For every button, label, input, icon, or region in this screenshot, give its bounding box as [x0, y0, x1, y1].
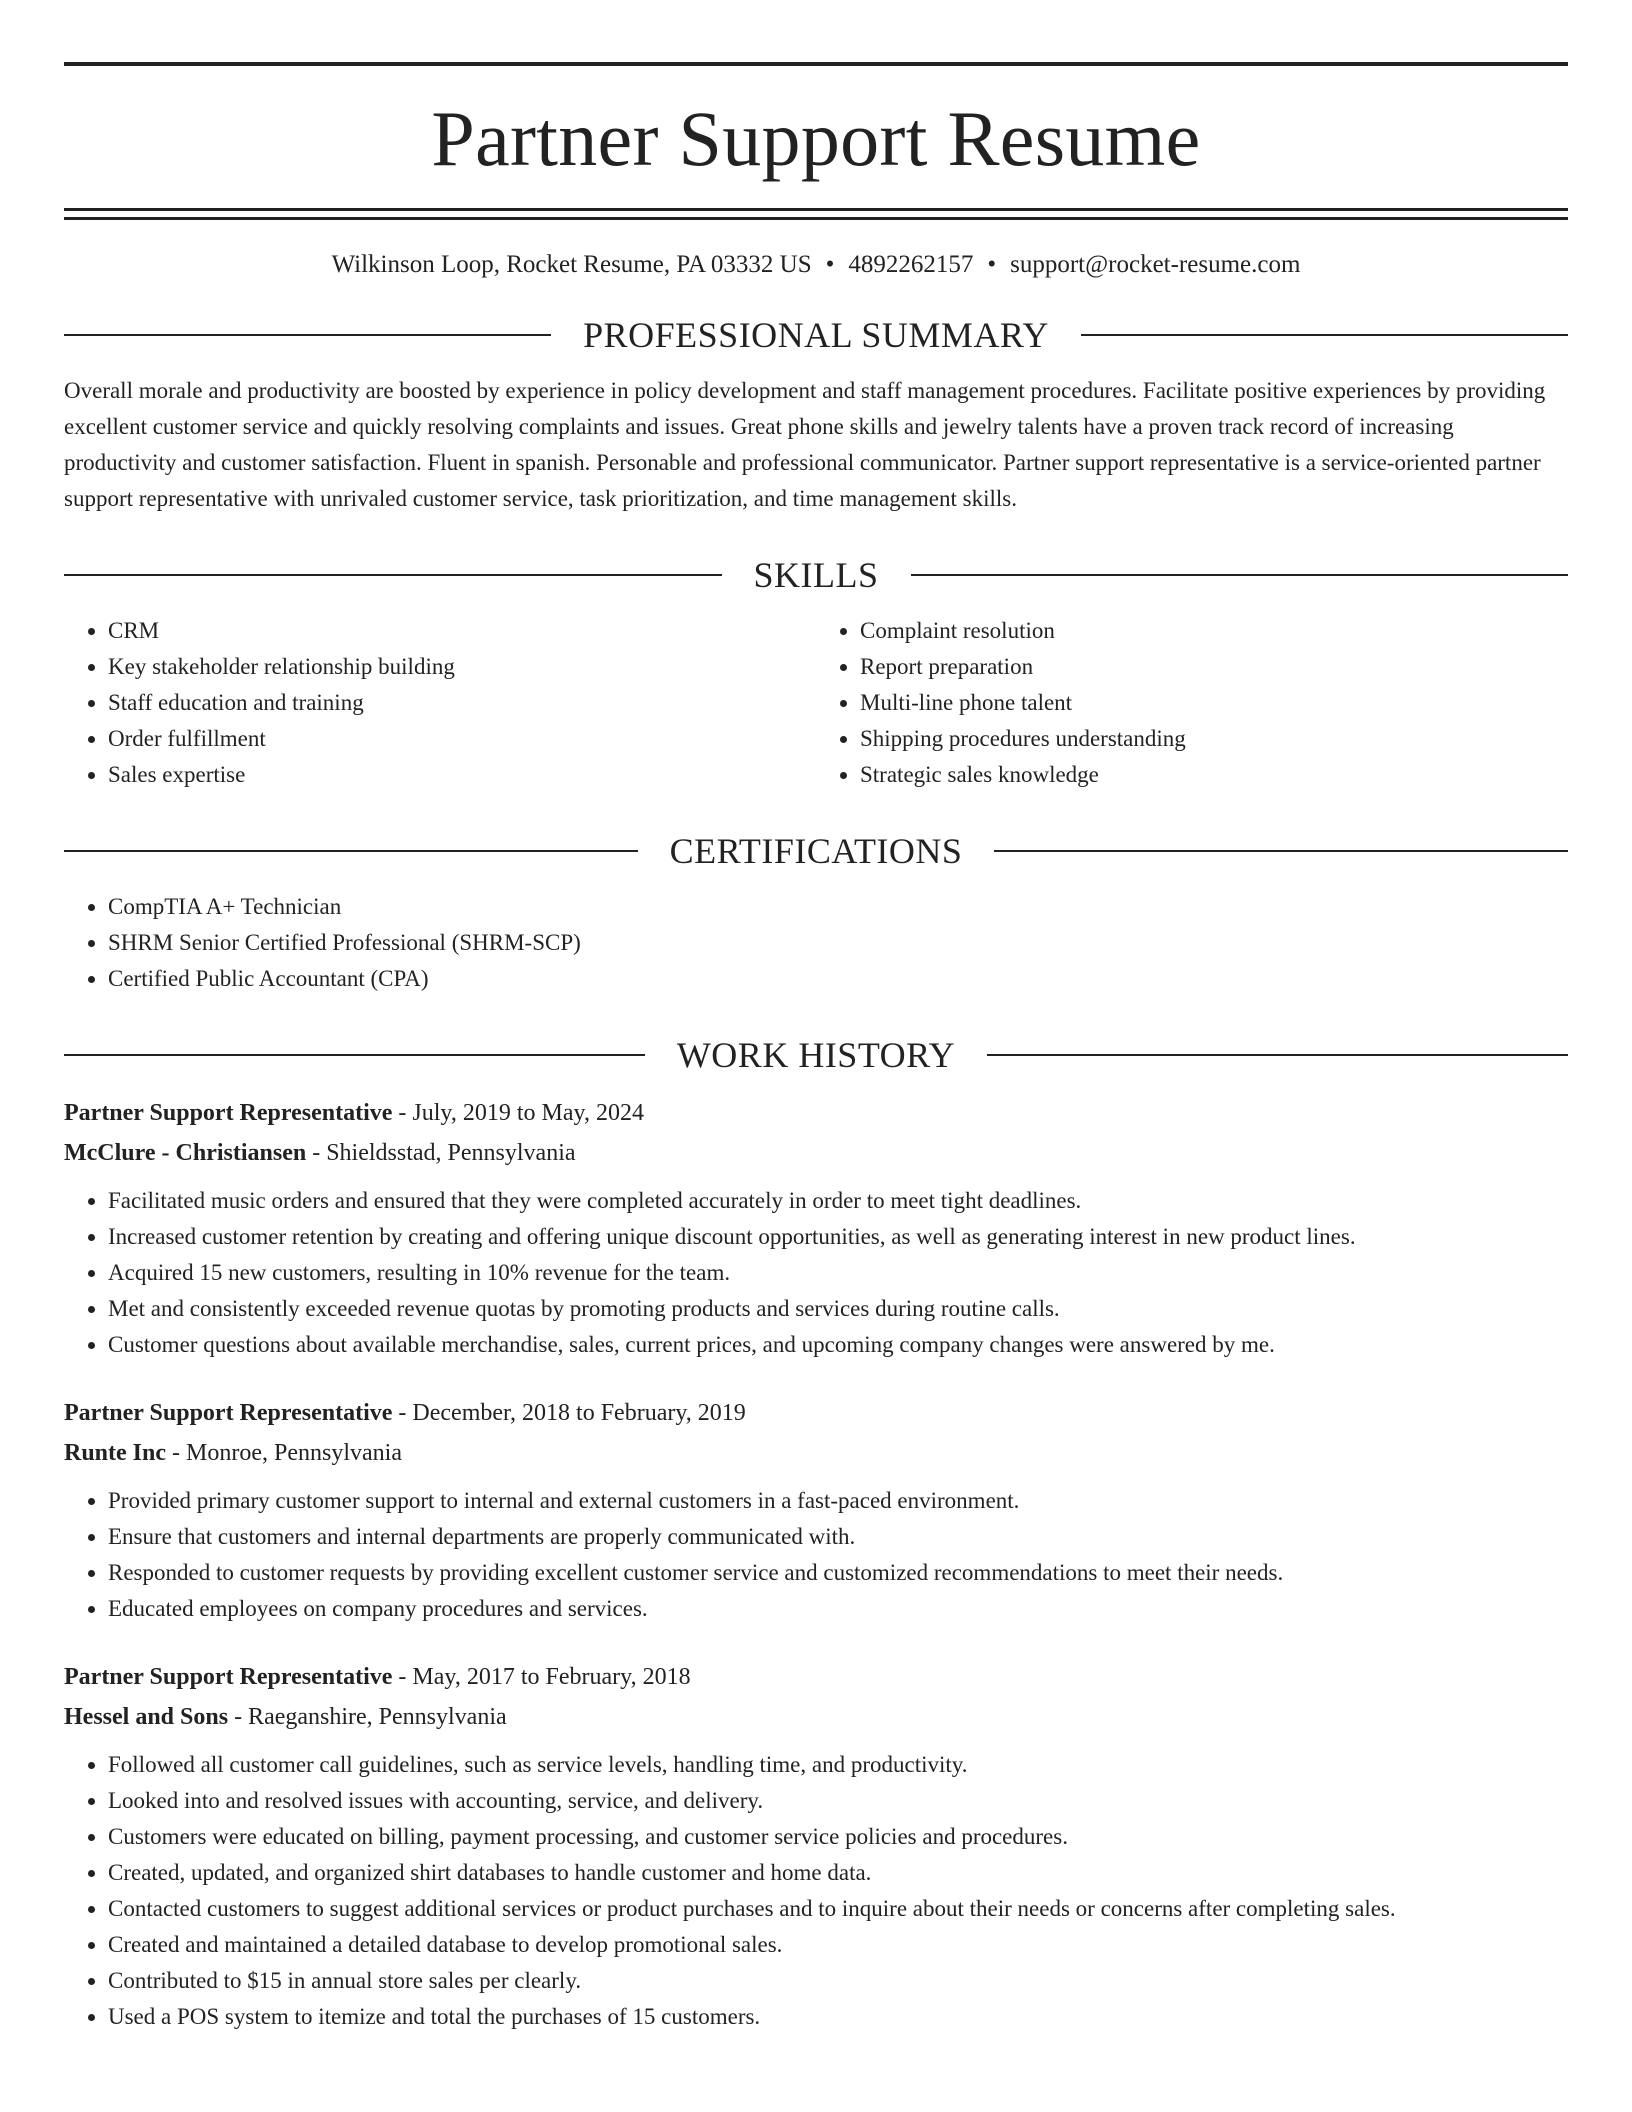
skills-column-left — [64, 613, 816, 793]
work-history-heading-label: WORK HISTORY — [676, 1035, 956, 1075]
job-bullet: • Created, updated, and organized shirt databases to handle customer and home data. — [108, 1855, 1568, 1891]
job-bullet: • Followed all customer call guidelines, such as service levels, handling time, and productivity. — [108, 1747, 1568, 1783]
contact-address: Wilkinson Loop, Rocket Resume, PA 03332 US — [331, 251, 812, 278]
job-entry — [64, 1657, 1568, 2035]
certification-item: • SHRM Senior Certified Professional (SHRM-SCP) — [108, 925, 1568, 961]
skills-heading — [64, 557, 1568, 593]
certification-item: • CompTIA A+ Technician — [108, 889, 1568, 925]
certifications-list — [64, 889, 1568, 997]
job-bullet: • Created and maintained a detailed database to develop promotional sales. — [108, 1927, 1568, 1963]
heading-rule-right — [1081, 334, 1568, 336]
job-company: McClure - Christiansen — [64, 1140, 307, 1166]
job-dates: - July, 2019 to May, 2024 — [392, 1100, 644, 1126]
job-location: - Shieldsstad, Pennsylvania — [306, 1140, 576, 1166]
job-bullet: • Looked into and resolved issues with accounting, service, and delivery. — [108, 1783, 1568, 1819]
contact-phone: 4892262157 — [848, 251, 974, 278]
job-bullets — [64, 1183, 1568, 1363]
job-title: Partner Support Representative — [64, 1100, 393, 1126]
job-bullet: • Customers were educated on billing, payment processing, and customer service policies and procedures. — [108, 1819, 1568, 1855]
heading-rule-right — [994, 850, 1568, 852]
job-bullet: • Acquired 15 new customers, resulting in 10% revenue for the team. — [108, 1255, 1568, 1291]
summary-heading — [64, 317, 1568, 353]
skills-heading-label: SKILLS — [753, 555, 879, 595]
skill-item: • Strategic sales knowledge — [860, 757, 1568, 793]
title-double-rule — [64, 208, 1568, 220]
job-bullet: • Increased customer retention by creating and offering unique discount opportunities, as well as generating interest in new product lines. — [108, 1219, 1568, 1255]
skill-item: • Sales expertise — [108, 757, 816, 793]
contact-info — [64, 252, 1568, 277]
certifications-heading-label: CERTIFICATIONS — [669, 831, 963, 871]
skill-item: • Report preparation — [860, 649, 1568, 685]
skill-item: • Shipping procedures understanding — [860, 721, 1568, 757]
job-bullet: • Provided primary customer support to internal and external customers in a fast-paced environment. — [108, 1483, 1568, 1519]
job-entry — [64, 1093, 1568, 1363]
skills-column-right — [816, 613, 1568, 793]
heading-rule-right — [911, 574, 1569, 576]
job-dates: - December, 2018 to February, 2019 — [392, 1400, 746, 1426]
heading-rule-left — [64, 574, 722, 576]
job-bullet: • Facilitated music orders and ensured that they were completed accurately in order to meet tight deadlines. — [108, 1183, 1568, 1219]
job-bullet: • Responded to customer requests by providing excellent customer service and customized recommendations to meet their needs. — [108, 1555, 1568, 1591]
heading-rule-left — [64, 850, 638, 852]
job-title-line — [64, 1393, 1568, 1433]
job-bullet: • Educated employees on company procedures and services. — [108, 1591, 1568, 1627]
summary-heading-label: PROFESSIONAL SUMMARY — [583, 315, 1049, 355]
heading-rule-left — [64, 334, 551, 336]
job-entry — [64, 1393, 1568, 1627]
job-bullet: • Customer questions about available merchandise, sales, current prices, and upcoming company changes were answered by me. — [108, 1327, 1568, 1363]
job-bullets — [64, 1483, 1568, 1627]
job-company: Hessel and Sons — [64, 1704, 229, 1730]
job-bullet: • Ensure that customers and internal departments are properly communicated with. — [108, 1519, 1568, 1555]
heading-rule-right — [987, 1054, 1568, 1056]
summary-text: Overall morale and productivity are boosted by experience in policy development and staff management procedures. Facilitate positive experiences by providing excellent customer service and quickly resolving complaints and issues. Great phone skills and jewelry talents have a proven track record of increasing productivity and customer satisfaction. Fluent in spanish. Personable and professional communicator. Partner support representative is a service-oriented partner support representative with unrivaled customer service, task prioritization, and time management skills. — [64, 378, 1546, 511]
job-title: Partner Support Representative — [64, 1664, 393, 1690]
certification-item: • Certified Public Accountant (CPA) — [108, 961, 1568, 997]
job-company-line — [64, 1433, 1568, 1473]
job-title-line — [64, 1657, 1568, 1697]
skill-item: • Complaint resolution — [860, 613, 1568, 649]
work-history-heading — [64, 1037, 1568, 1073]
job-company-line — [64, 1697, 1568, 1737]
page-title: Partner Support Resume — [431, 95, 1201, 182]
contact-separator: • — [825, 251, 835, 278]
job-location: - Raeganshire, Pennsylvania — [228, 1704, 507, 1730]
certifications-heading — [64, 833, 1568, 869]
job-bullets — [64, 1747, 1568, 2035]
job-bullet: • Used a POS system to itemize and total the purchases of 15 customers. — [108, 1999, 1568, 2035]
skill-item: • Key stakeholder relationship building — [108, 649, 816, 685]
job-company-line — [64, 1133, 1568, 1173]
contact-email: support@rocket-resume.com — [1010, 251, 1301, 278]
top-rule — [64, 62, 1568, 66]
job-bullet: • Met and consistently exceeded revenue quotas by promoting products and services during routine calls. — [108, 1291, 1568, 1327]
job-dates: - May, 2017 to February, 2018 — [392, 1664, 691, 1690]
skill-item: • Staff education and training — [108, 685, 816, 721]
job-title-line — [64, 1093, 1568, 1133]
skill-item: • CRM — [108, 613, 816, 649]
contact-separator: • — [987, 251, 997, 278]
job-bullet: • Contributed to $15 in annual store sales per clearly. — [108, 1963, 1568, 1999]
job-company: Runte Inc — [64, 1440, 167, 1466]
job-location: - Monroe, Pennsylvania — [166, 1440, 402, 1466]
skill-item: • Multi-line phone talent — [860, 685, 1568, 721]
skills-list — [64, 613, 1568, 793]
skill-item: • Order fulfillment — [108, 721, 816, 757]
job-bullet: • Contacted customers to suggest additional services or product purchases and to inquire about their needs or concerns after completing sales. — [108, 1891, 1568, 1927]
job-title: Partner Support Representative — [64, 1400, 393, 1426]
heading-rule-left — [64, 1054, 645, 1056]
